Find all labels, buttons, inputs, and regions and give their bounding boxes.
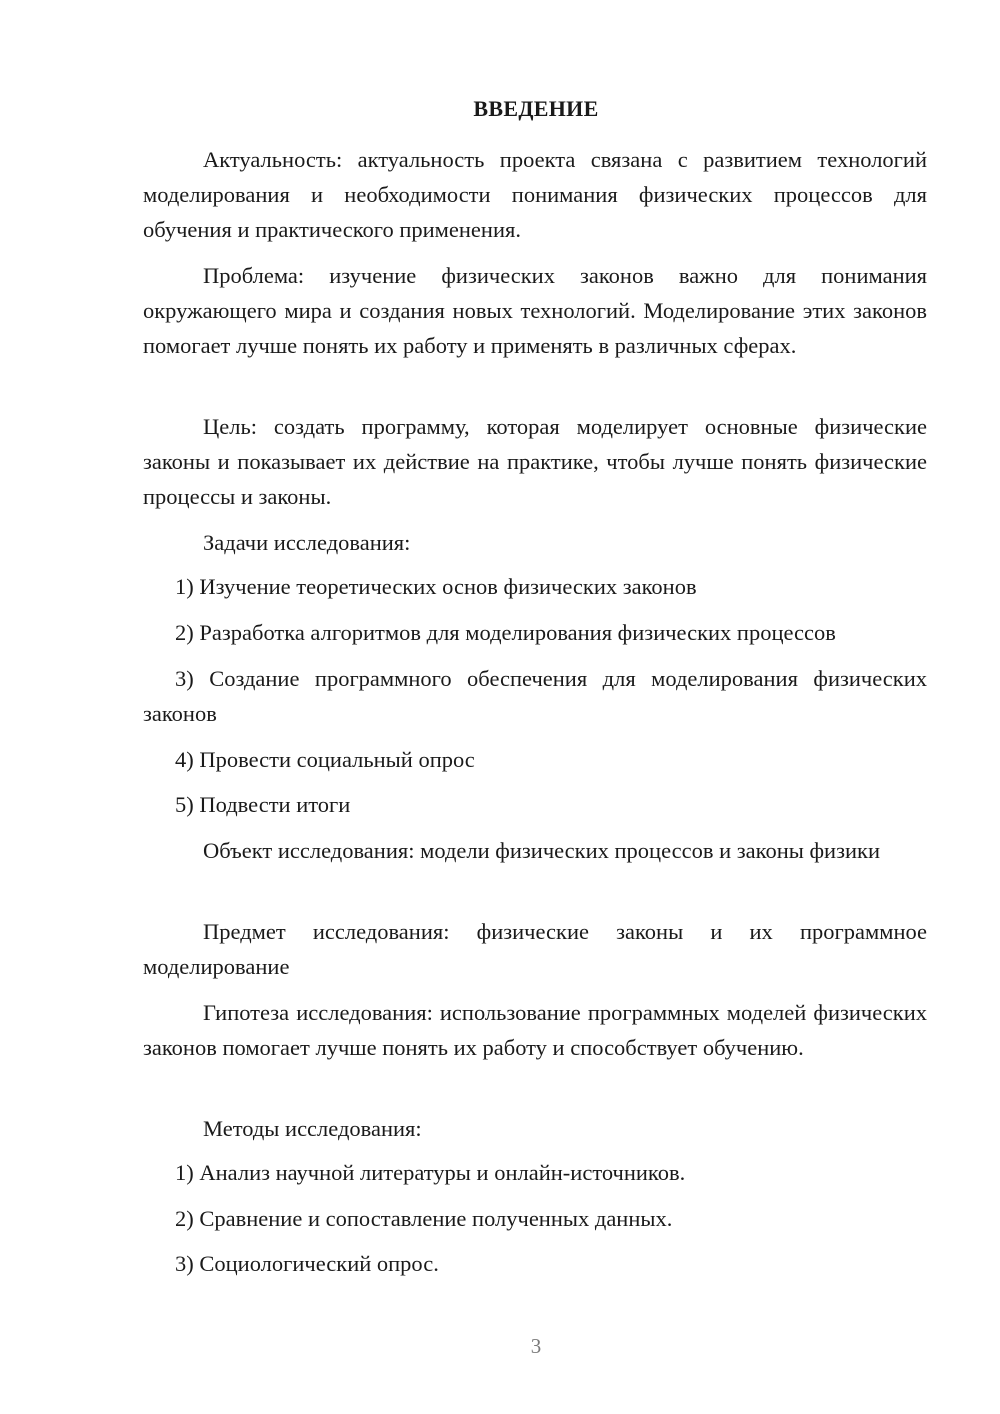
goal-paragraph: Цель: создать программу, которая моделирует основные физические законы и показывает их действие на практике, чтобы лучше понять физические процессы и законы.	[143, 414, 927, 509]
tasks-heading: Задачи исследования:	[203, 530, 411, 555]
task-item-4: 4) Провести социальный опрос	[175, 747, 475, 772]
section-heading: ВВЕДЕНИЕ	[473, 96, 599, 121]
task-item-5: 5) Подвести итоги	[175, 792, 351, 817]
method-item-2: 2) Сравнение и сопоставление полученных данных.	[175, 1206, 673, 1231]
method-item-1: 1) Анализ научной литературы и онлайн-источников.	[175, 1160, 686, 1185]
relevance-paragraph: Актуальность: актуальность проекта связана с развитием технологий моделирования и необходимости понимания физических процессов для обучения и практического применения.	[143, 147, 927, 242]
method-item-3: 3) Социологический опрос.	[175, 1251, 439, 1276]
research-object-paragraph: Объект исследования: модели физических процессов и законы физики	[203, 838, 880, 863]
problem-paragraph: Проблема: изучение физических законов важно для понимания окружающего мира и создания новых технологий. Моделирование этих законов помогает лучше понять их работу и применять в различных сферах.	[143, 263, 927, 358]
methods-heading: Методы исследования:	[203, 1116, 422, 1141]
research-subject-paragraph: Предмет исследования: физические законы и их программное моделирование	[143, 919, 927, 979]
page-number: 3	[530, 1334, 542, 1358]
research-hypothesis-paragraph: Гипотеза исследования: использование программных моделей физических законов помогает лучше понять их работу и способствует обучению.	[143, 1000, 927, 1060]
task-item-2: 2) Разработка алгоритмов для моделирования физических процессов	[175, 620, 836, 645]
task-item-3: 3) Создание программного обеспечения для моделирования физических законов	[143, 666, 927, 726]
task-item-1: 1) Изучение теоретических основ физических законов	[175, 574, 697, 599]
